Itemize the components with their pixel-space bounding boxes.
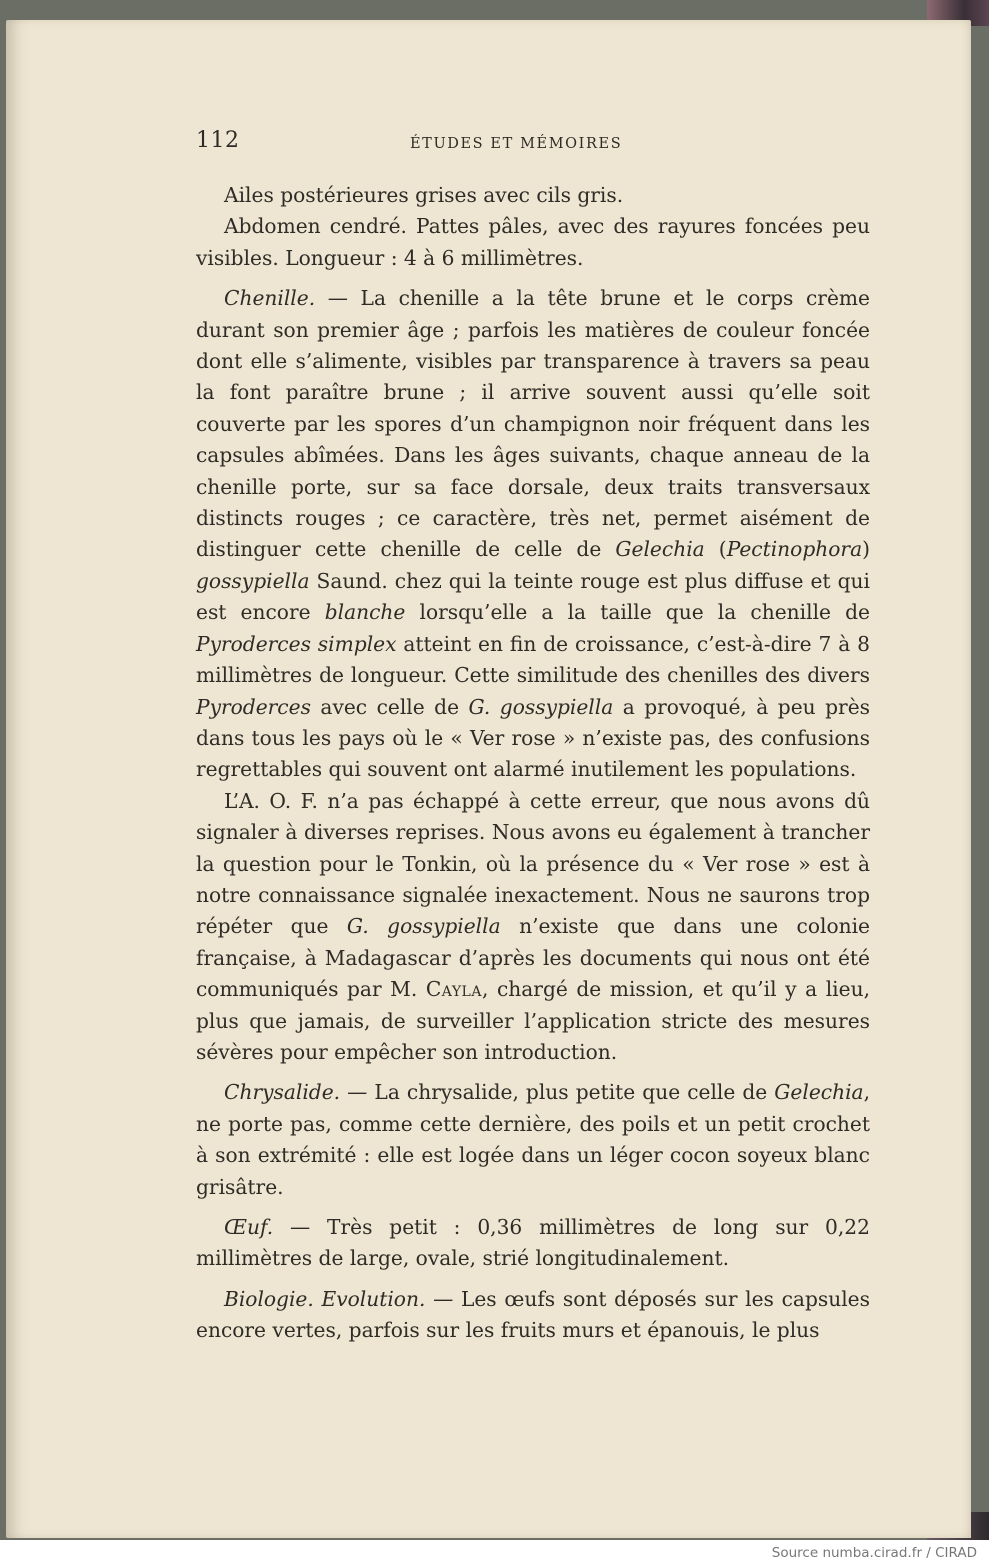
paragraph-ailes: Ailes postérieures grises avec cils gris.: [224, 183, 624, 207]
author-name-cayla: Cayla: [425, 977, 482, 1002]
paragraph-biologie: Biologie. Evolution. — Les œufs sont déposés sur les capsules encore vertes, parfois sur les fruits murs et épanouis, le plus: [196, 1286, 870, 1343]
page-header: [196, 128, 870, 158]
page-number: 112: [196, 128, 240, 153]
paragraph-chrysalide: Chrysalide. — La chrysalide, plus petite que celle de Gelechia, ne porte pas, comme cette dernière, des poils et un petit crochet à son extrémité : elle est logée dans un léger cocon soyeux blanc grisâtre.: [196, 1080, 870, 1199]
section-lead-oeuf: Œuf.: [224, 1215, 274, 1239]
source-credit: Source numba.cirad.fr / CIRAD: [771, 1545, 977, 1561]
section-lead-chrysalide: Chrysalide.: [224, 1080, 341, 1105]
section-lead-chenille: Chenille.: [224, 286, 316, 311]
paragraph-aof: L’A. O. F. n’a pas échappé à cette erreur, que nous avons dû signaler à diverses reprises. Nous avons eu également à trancher la question pour le Tonkin, où la présence du « Ver rose » est à notre connaissance signalée inexactement. Nous ne saurons trop répéter que G. gossypiella n’existe que dans une colonie française, à Madagascar d’après les documents qui nous ont été communiqués par M. Cayla, chargé de mission, et qu’il y a lieu, plus que jamais, de surveiller l’application stricte des mesures sévères pour empêcher son introduction.: [196, 788, 871, 1064]
body-text: [196, 180, 870, 1347]
paragraph-abdomen: Abdomen cendré. Pattes pâles, avec des rayures foncées peu visibles. Longueur : 4 à 6 millimètres.: [196, 214, 870, 270]
running-head: ÉTUDES ET MÉMOIRES: [410, 136, 623, 152]
paragraph-chenille: Chenille. — La chenille a la tête brune et le corps crème durant son premier âge ; parfois les matières de couleur foncée dont elle s’alimente, visibles par transparence à travers sa peau la font paraître brune ; il arrive souvent aussi qu’elle soit couverte par les spores d’un champignon noir fréquent dans les capsules abîmées. Dans les âges suivants, chaque anneau de la chenille porte, sur sa face dorsale, deux traits transversaux distincts rouges ; ce caractère, très net, permet aisément de distinguer cette chenille de celle de Gelechia (Pectinophora) gossypiella Saund. chez qui la teinte rouge est plus diffuse et qui est encore blanche lorsqu’elle a la taille que la chenille de Pyroderces simplex atteint en fin de croissance, c’est-à-dire 7 à 8 millimètres de longueur. Cette similitude des chenilles des divers Pyroderces avec celle de G. gossypiella a provoqué, à peu près dans tous les pays où le « Ver rose » n’existe pas, des confusions regrettables qui souvent ont alarmé inutilement les populations.: [196, 286, 871, 782]
paragraph-oeuf: Œuf. — Très petit : 0,36 millimètres de long sur 0,22 millimètres de large, ovale, strié longitudinalement.: [196, 1215, 870, 1271]
section-lead-biologie: Biologie. Evolution.: [224, 1286, 426, 1311]
